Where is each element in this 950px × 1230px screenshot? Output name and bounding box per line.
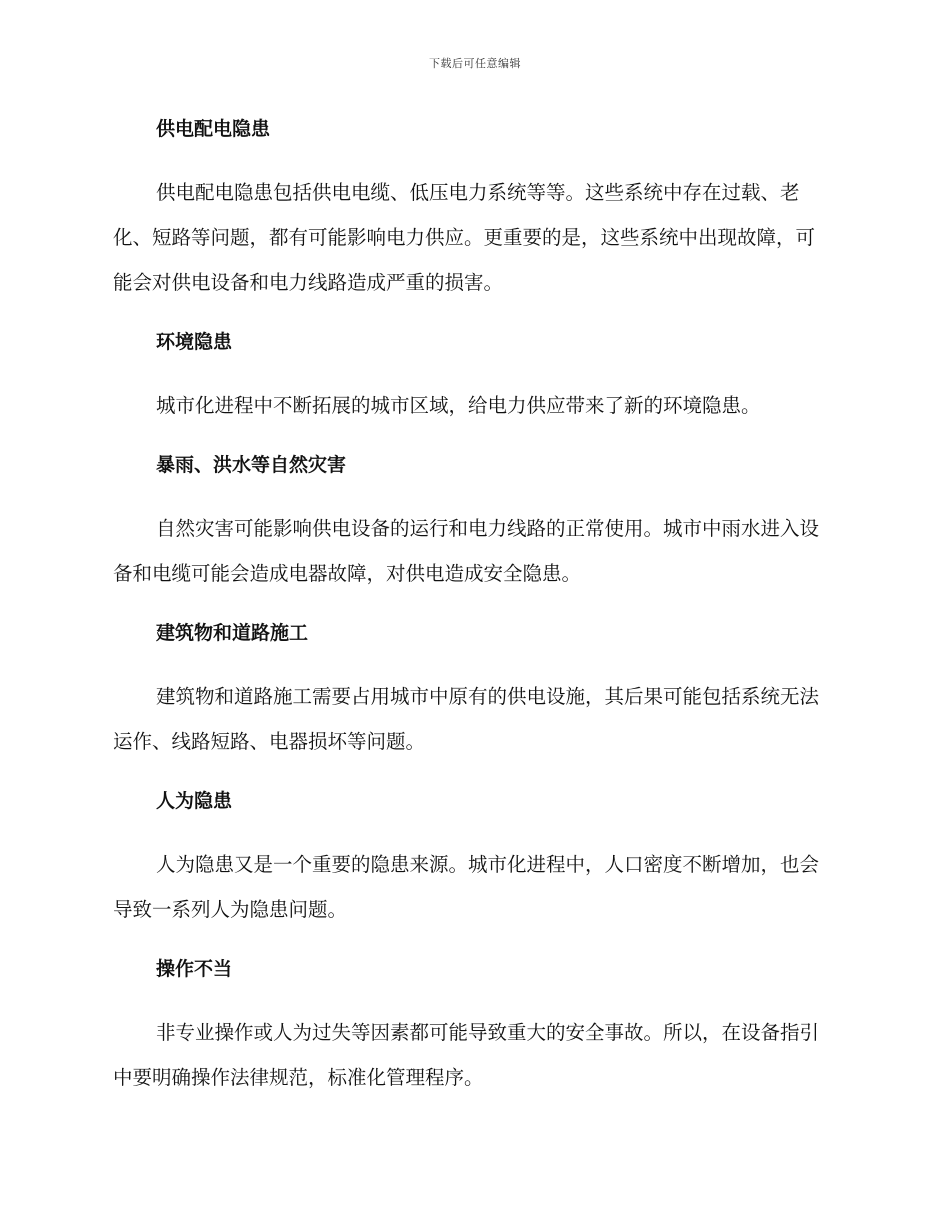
- document-body: [113, 112, 833, 1120]
- section-paragraph: 自然灾害可能影响供电设备的运行和电力线路的正常使用。城市中雨水进入设备和电缆可能会造成电器故障，对供电造成安全隐患。: [113, 517, 820, 585]
- section-heading: 建筑物和道路施工: [156, 622, 309, 644]
- section-paragraph: 非专业操作或人为过失等因素都可能导致重大的安全事故。所以，在设备指引中要明确操作法律规范，标准化管理程序。: [113, 1021, 820, 1089]
- section-construction: [113, 616, 833, 764]
- page-header: 下载后可任意编辑: [429, 57, 521, 70]
- section-heading: 人为隐患: [156, 790, 233, 812]
- section-human-factors: [113, 784, 833, 932]
- section-paragraph: 人为隐患又是一个重要的隐患来源。城市化进程中，人口密度不断增加，也会导致一系列人为隐患问题。: [113, 853, 820, 921]
- section-heading: 供电配电隐患: [156, 118, 271, 140]
- section-environment: [113, 325, 833, 428]
- section-heading: 操作不当: [156, 958, 233, 980]
- section-heading: 环境隐患: [156, 331, 233, 353]
- section-paragraph: 城市化进程中不断拓展的城市区域，给电力供应带来了新的环境隐患。: [156, 394, 761, 417]
- section-heading: 暴雨、洪水等自然灾害: [156, 454, 347, 476]
- section-natural-disaster: [113, 448, 833, 596]
- section-power-distribution: [113, 112, 833, 305]
- section-paragraph: 供电配电隐患包括供电电缆、低压电力系统等等。这些系统中存在过载、老化、短路等问题，都有可能影响电力供应。更重要的是，这些系统中出现故障，可能会对供电设备和电力线路造成严重的损害。: [113, 181, 816, 294]
- section-improper-operation: [113, 952, 833, 1100]
- section-paragraph: 建筑物和道路施工需要占用城市中原有的供电设施，其后果可能包括系统无法运作、线路短路、电器损坏等问题。: [113, 685, 820, 753]
